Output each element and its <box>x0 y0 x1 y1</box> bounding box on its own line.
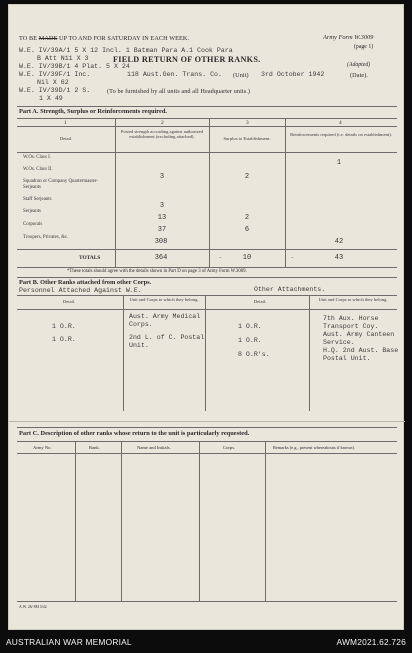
form-id: Army Form W.3009 <box>323 34 374 41</box>
return-date: 3rd October 1942 <box>261 71 325 78</box>
row-cpl-posted: 13 <box>157 214 167 222</box>
part-c-col-corps: Corps. <box>223 445 236 450</box>
row-label-pte: Troopers, Privates, &c. <box>23 235 69 240</box>
col-header-surplus: Surplus to Establishment. <box>223 136 271 141</box>
we-line-3: W.E. IV/39B/1 4 Plat. 5 X 24 <box>19 63 130 70</box>
we-line-6: W.E. IV/39D/1 2 S. <box>19 87 91 94</box>
part-b-left-unit-2: 2nd L. of C. Postal Unit. <box>129 334 205 349</box>
part-c-col-rank: Rank. <box>89 445 100 450</box>
part-a-note: *These totals should agree with the details shown in Part D on page 3 of Army Form W.3009. <box>67 269 247 274</box>
header-weekly-line: TO BE MADE UP TO AND FOR SATURDAY IN EACH WEEK. <box>19 35 190 42</box>
part-b-left-detail-2: 1 O.R. <box>52 336 76 343</box>
part-b-col-unit-right: Unit and Corps to which they belong. <box>318 297 388 302</box>
col-num-4: 4 <box>339 120 342 126</box>
row-extra-reinf: 42 <box>334 238 344 246</box>
part-b-attached-against: Personnel Attached Against W.E. <box>19 287 142 294</box>
we-line-1: W.E. IV/39A/1 5 X 12 Incl. 1 Batman Para A.1 Cook Para <box>19 47 233 54</box>
total-reinf: 43 <box>334 254 344 262</box>
row-label-wo2: W.Os. Class II. <box>23 167 53 172</box>
col-num-3: 3 <box>246 120 249 126</box>
row-extra-posted: 308 <box>154 238 168 246</box>
totals-label: TOTALS <box>79 255 101 261</box>
unit-name: 118 Aust.Gen. Trans. Co. <box>127 71 222 78</box>
row-label-cqms: Squadron or Company Quartermaster-Serjeants <box>23 179 99 190</box>
we-line-7: 1 X 49 <box>39 95 63 102</box>
part-b-right-detail-2: 1 O.R. <box>238 337 262 344</box>
row-cpl-surplus: 2 <box>244 214 250 222</box>
total-posted: 364 <box>154 254 168 262</box>
part-b-heading: Part B. Other Ranks attached from other Corps. <box>19 279 152 286</box>
col-num-2: 2 <box>161 120 164 126</box>
part-b-right-unit-1: 7th Aux. Horse Transport Coy. <box>323 315 379 330</box>
col-header-reinforcements: Reinforcements required (i.e. details on establishment). <box>290 132 392 137</box>
total-surplus: 10 <box>242 254 252 262</box>
row-label-sjt: Serjeants <box>23 209 41 214</box>
row-cqms-surplus: 2 <box>244 173 250 181</box>
footer-accession: AWM2021.62.726 <box>336 637 406 647</box>
total-reinf-dot: · <box>291 254 294 262</box>
form-page <box>8 4 404 630</box>
col-header-detail: Detail. <box>59 136 73 141</box>
part-c-col-name: Name and Initials. <box>137 445 171 450</box>
part-b-other-attachments: Other Attachments. <box>254 286 326 293</box>
form-title: FIELD RETURN OF OTHER RANKS. <box>113 55 261 64</box>
total-surplus-dot: · <box>219 254 222 262</box>
part-b-left-unit-1: Aust. Army Medical Corps. <box>129 313 201 328</box>
print-code: A.W. 26/ 8M 5/42 <box>19 605 47 609</box>
part-b-right-detail-3: 8 O.R's. <box>238 351 270 358</box>
date-label: (Date). <box>350 72 369 79</box>
we-line-5: Nil X 62 <box>37 79 69 86</box>
footer-institution: AUSTRALIAN WAR MEMORIAL <box>6 637 132 647</box>
unit-label: (Unit) <box>233 72 249 79</box>
we-line-4: W.E. IV/39F/1 Inc. <box>19 71 91 78</box>
row-cqms-posted: 3 <box>159 173 165 181</box>
row-wo2-reinf: 1 <box>336 159 342 167</box>
row-pte-posted: 37 <box>157 226 167 234</box>
part-c-col-remarks: Remarks (e.g., present whereabouts if known). <box>273 445 356 450</box>
col-num-1: 1 <box>64 120 67 126</box>
adapted-label: (Adapted) <box>347 62 371 68</box>
col-header-posted: Posted strength according against authorized establishment (excluding attached). <box>120 129 204 140</box>
part-b-left-detail-1: 1 O.R. <box>52 323 76 330</box>
part-b-col-unit-left: Unit and Corps to which they belong. <box>129 297 199 302</box>
part-a-heading: Part A. Strength, Surplus or Reinforcements required. <box>19 108 167 115</box>
part-b-right-detail-1: 1 O.R. <box>238 323 262 330</box>
part-c-heading: Part C. Description of other ranks whose return to the unit is particularly requested. <box>19 430 250 437</box>
row-pte-surplus: 6 <box>244 226 250 234</box>
we-line-2: B Att N11 X 3 <box>37 55 89 62</box>
page-label: (page 1) <box>354 44 374 50</box>
row-sjt-posted: 3 <box>159 202 165 210</box>
row-label-cpl: Corporals <box>23 222 43 227</box>
row-label-staff-sjt: Staff Serjeants <box>23 197 52 202</box>
row-label-wo1: W.Os. Class I. <box>23 155 51 160</box>
part-b-col-detail-right: Detail. <box>253 299 267 304</box>
part-b-col-detail-left: Detail. <box>62 299 76 304</box>
part-b-right-unit-3: H.Q. 2nd Aust. Base Postal Unit. <box>323 347 399 362</box>
part-c-col-army-no: Army No. <box>33 445 52 450</box>
instructions: (To be furnished by all units and all Headquarter units.) <box>107 88 251 95</box>
part-b-right-unit-2: Aust. Army Canteen Service. <box>323 331 395 346</box>
